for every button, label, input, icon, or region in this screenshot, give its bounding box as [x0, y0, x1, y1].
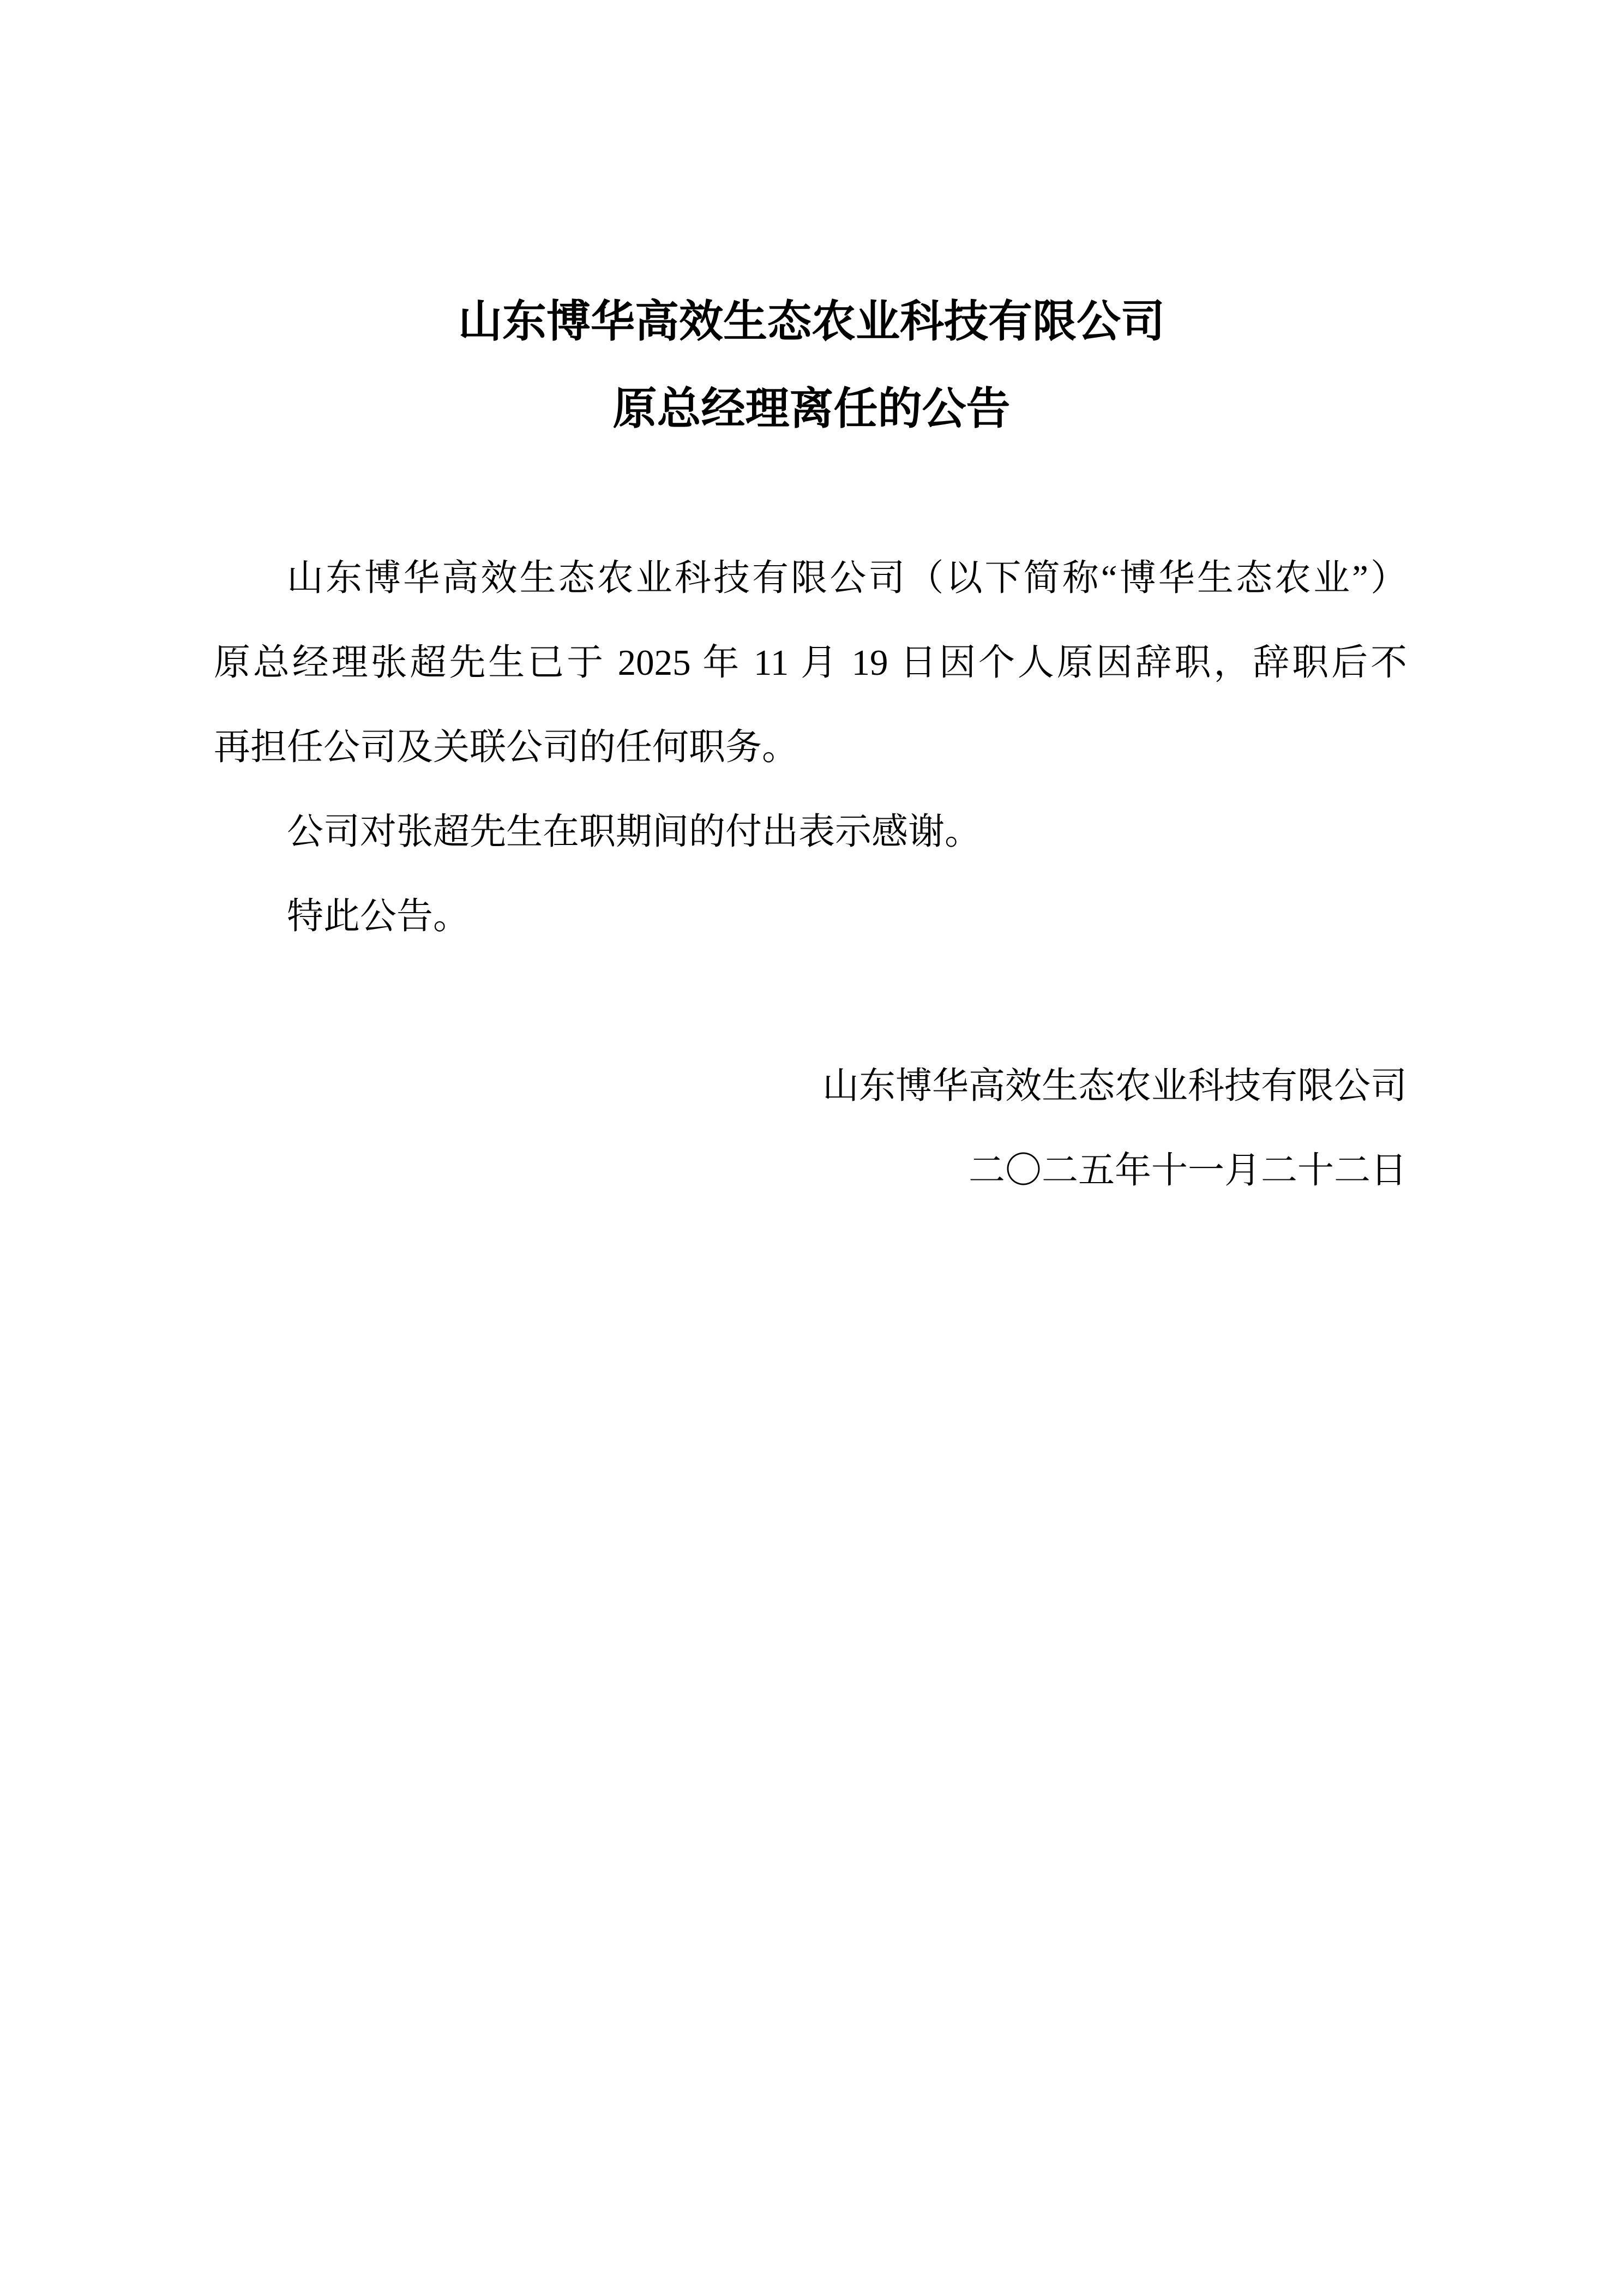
body-paragraph3-line1: 特此公告。 [287, 896, 470, 937]
document-title-subject-line: 原总经理离任的公告 [612, 385, 1011, 434]
body-paragraph1-line3: 再担任公司及关联公司的任何职务。 [214, 727, 798, 768]
body-paragraph2-line1: 公司对张超先生在职期间的付出表示感谢。 [287, 812, 981, 852]
body-paragraph1-line2: 原总经理张超先生已于 2025 年 11 月 19 日因个人原因辞职，辞职后不 [214, 643, 1407, 683]
body-paragraph1-line1: 山东博华高效生态农业科技有限公司（以下简称“博华生态农业”） [287, 558, 1407, 598]
signature-company-name: 山东博华高效生态农业科技有限公司 [822, 1066, 1407, 1106]
signature-block [214, 1044, 1407, 1213]
document-title-company-line: 山东博华高效生态农业科技有限公司 [458, 297, 1165, 346]
signature-date: 二〇二五年十一月二十二日 [969, 1150, 1407, 1191]
document-body [214, 536, 1407, 959]
